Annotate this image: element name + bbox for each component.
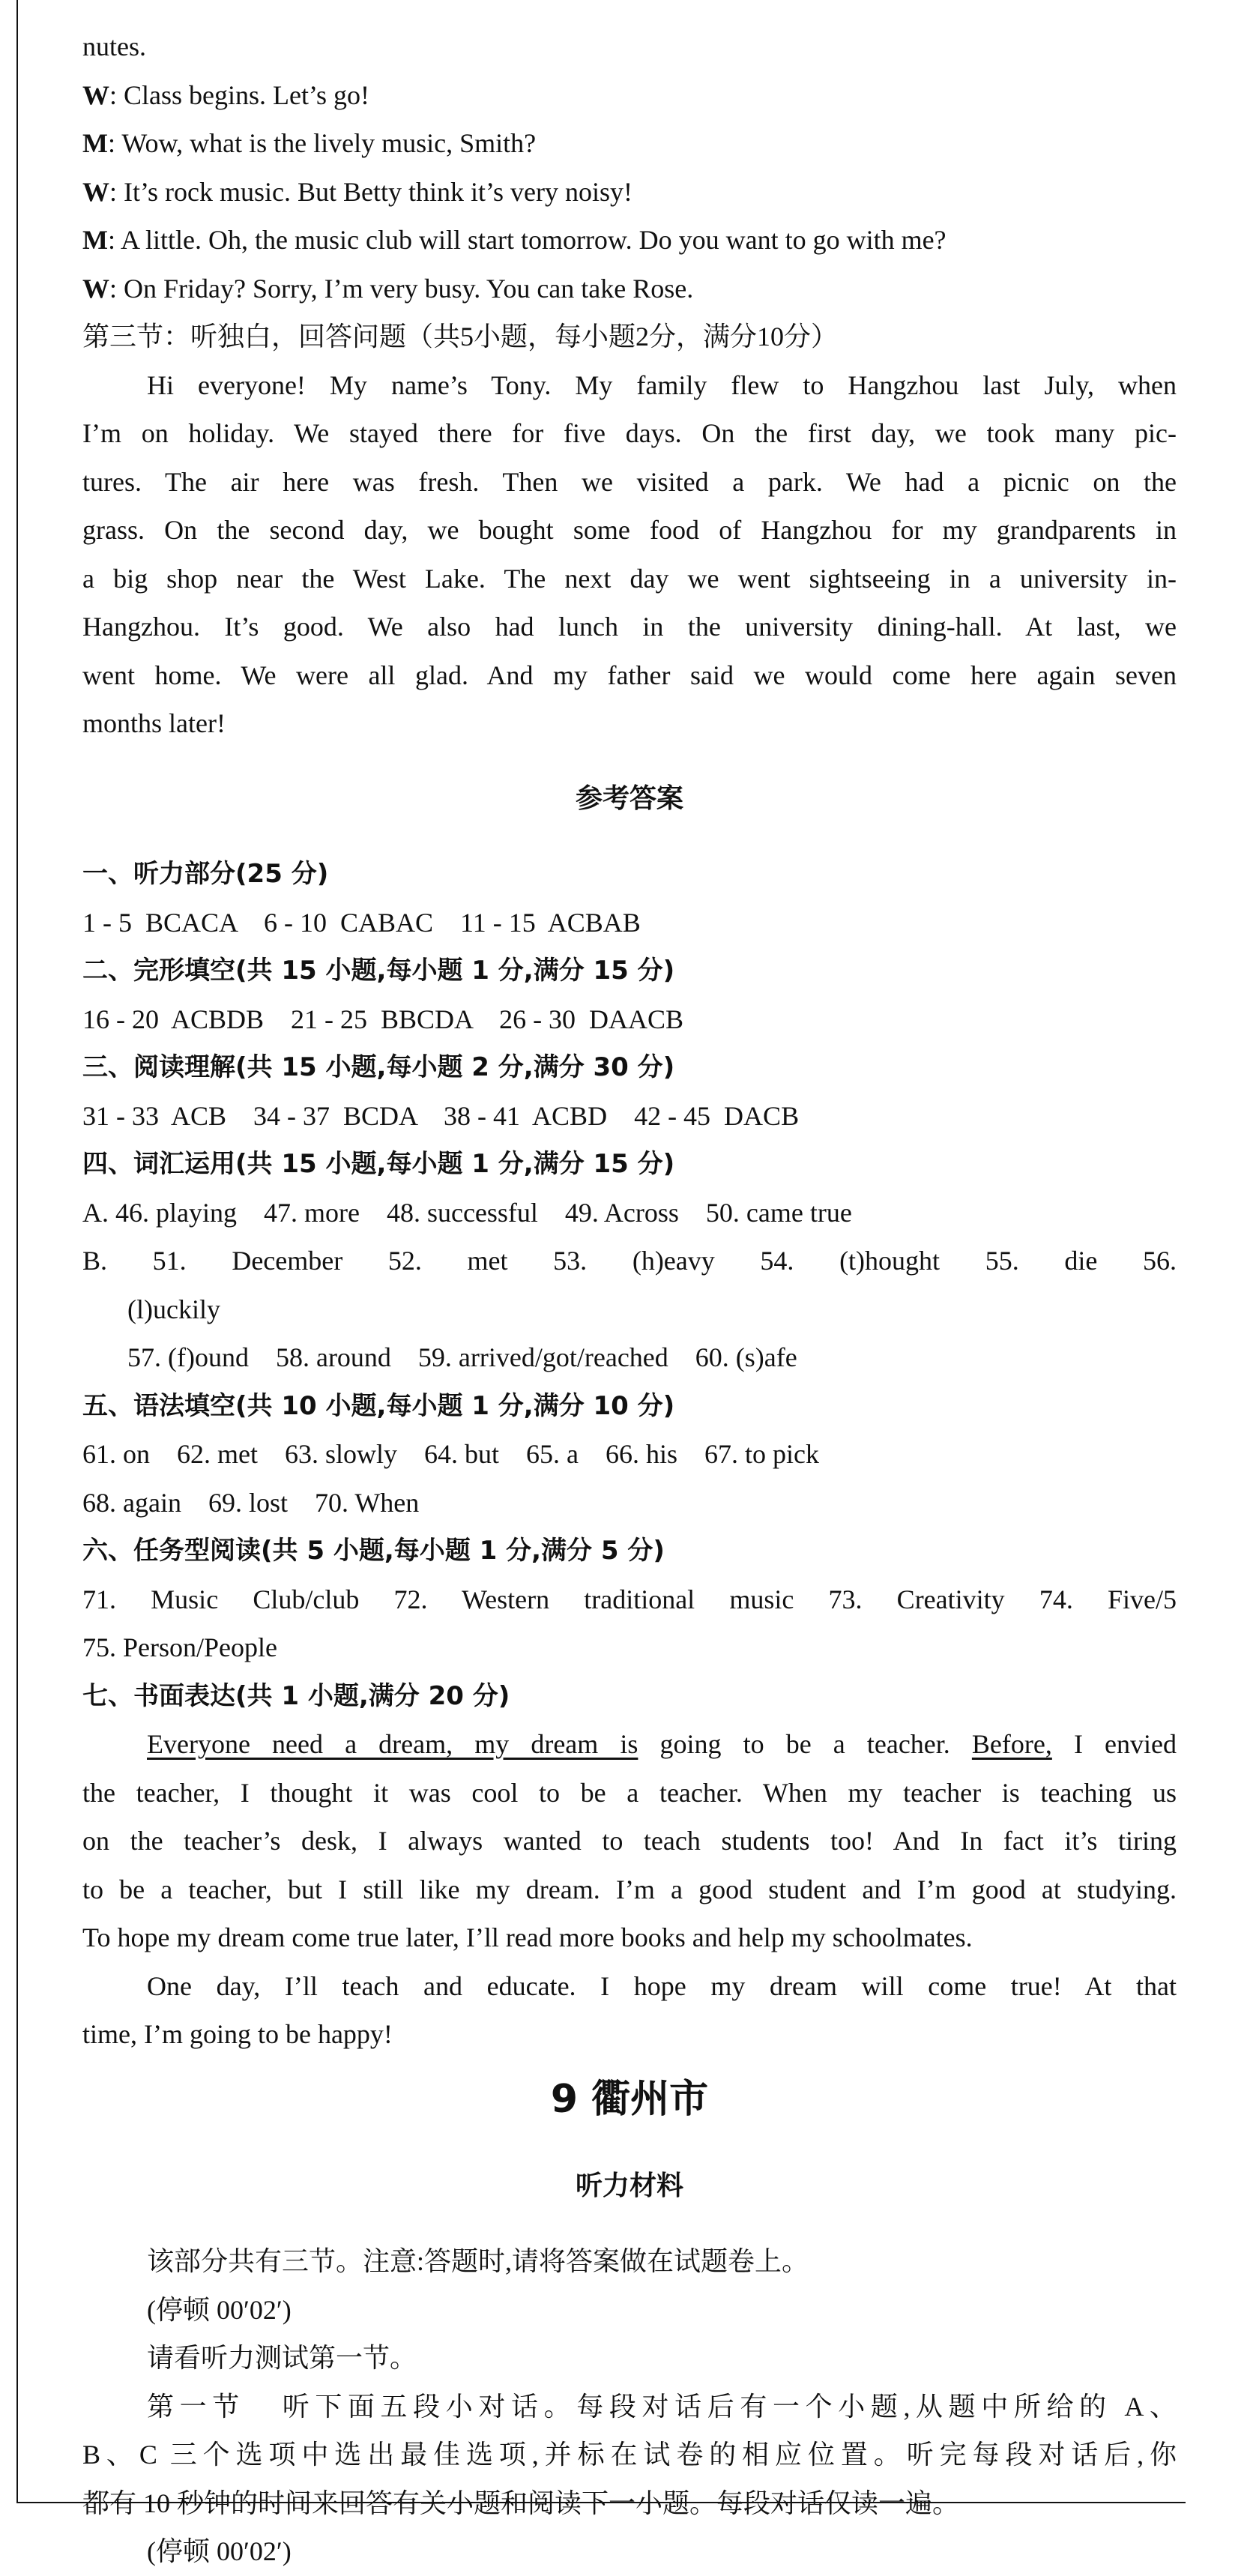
answer-section-heading: 七、书面表达(共 1 小题,满分 20 分) xyxy=(82,1680,510,1711)
intro-line: 该部分共有三节。注意:答题时,请将答案做在试题卷上。 xyxy=(147,2246,809,2276)
colon: : xyxy=(109,79,118,110)
answer-line: 31 - 33 ACB 34 - 37 BCDA 38 - 41 ACBD 42 - 45 DACB xyxy=(82,1100,800,1131)
dialogue-text: Class begins. Let’s go! xyxy=(124,79,369,110)
speaker-label: W xyxy=(82,176,109,207)
monologue-line: Hi everyone! My name’s Tony. My family flew to Hangzhou last July, when xyxy=(147,369,1177,400)
speaker-label: W xyxy=(82,79,109,110)
essay-text: I envied xyxy=(1051,1729,1177,1759)
monologue-line: tures. The air here was fresh. Then we visited a park. We had a picnic on the xyxy=(82,466,1177,497)
monologue-line: months later! xyxy=(82,708,226,738)
answers-title: 参考答案 xyxy=(575,782,683,814)
underlined-phrase: Before, xyxy=(971,1729,1052,1759)
answer-section-heading: 三、阅读理解(共 15 小题,每小题 2 分,满分 30 分) xyxy=(82,1052,675,1082)
essay-line: the teacher, I thought it was cool to be a teacher. When my teacher is teaching us xyxy=(82,1777,1177,1808)
essay-line xyxy=(82,1720,1177,1769)
dialogue-text: On Friday? Sorry, I’m very busy. You can take Rose. xyxy=(124,273,694,304)
answer-section-heading: 四、词汇运用(共 15 小题,每小题 1 分,满分 15 分) xyxy=(82,1149,675,1179)
essay-line: time, I’m going to be happy! xyxy=(82,2019,393,2049)
essay-paragraph xyxy=(82,1720,1177,2059)
pause-note: (停顿 00′02′) xyxy=(147,2294,292,2325)
colon: : xyxy=(107,128,115,158)
answers-list xyxy=(82,850,1177,1720)
page-content xyxy=(82,22,1177,2576)
answer-section-heading: 五、语法填空(共 10 小题,每小题 1 分,满分 10 分) xyxy=(82,1390,675,1421)
essay-line: One day, I’ll teach and educate. I hope my dream will come true! At that xyxy=(147,1970,1177,2001)
colon: : xyxy=(107,225,115,255)
monologue-line: went home. We were all glad. And my father said we would come here again seven xyxy=(82,660,1177,690)
pause-note: (停顿 00′02′) xyxy=(147,2536,292,2566)
answer-line: 75. Person/People xyxy=(82,1632,277,1662)
intro-line: 请看听力测试第一节。 xyxy=(147,2343,417,2373)
answer-line: 61. on 62. met 63. slowly 64. but 65. a 66. his 67. to pick xyxy=(82,1439,819,1469)
speaker-label: W xyxy=(82,273,109,304)
answer-section-heading: 六、任务型阅读(共 5 小题,每小题 1 分,满分 5 分) xyxy=(82,1536,665,1566)
dialogue-text: Wow, what is the lively music, Smith? xyxy=(121,128,537,158)
dialogue-line xyxy=(82,168,1177,217)
answer-line: (l)uckily xyxy=(127,1294,220,1324)
essay-text: going to be a teacher. xyxy=(638,1729,972,1759)
section-heading: 第三节：听独白，回答问题（共5小题，每小题2分，满分10分） xyxy=(82,322,839,352)
dialogue xyxy=(82,71,1177,313)
dialogue-line xyxy=(82,71,1177,120)
essay-line: To hope my dream come true later, I’ll read more books and help my schoolmates. xyxy=(82,1922,973,1952)
answer-line: 1 - 5 BCACA 6 - 10 CABAC 11 - 15 ACBAB xyxy=(82,907,641,938)
monologue-line: I’m on holiday. We stayed there for five days. On the first day, we took many pic- xyxy=(82,418,1177,448)
speaker-label: M xyxy=(82,128,108,158)
answer-line: 57. (f)ound 58. around 59. arrived/got/reached 60. (s)afe xyxy=(127,1342,797,1372)
section-subtitle: 听力材料 xyxy=(575,2170,683,2201)
answer-line: 16 - 20 ACBDB 21 - 25 BBCDA 26 - 30 DAACB xyxy=(82,1004,684,1034)
monologue-line: a big shop near the West Lake. The next day we went sightseeing in a university in- xyxy=(82,563,1177,594)
left-margin-rule xyxy=(16,0,18,2503)
instruction-line: 第一节 听下面五段小对话。每段对话后有一个小题,从题中所给的 A、 xyxy=(147,2391,1177,2422)
instruction-line: 都有 10 秒钟的时间来回答有关小题和阅读下一小题。每段对话仅读一遍。 xyxy=(82,2488,960,2518)
answer-section-heading: 一、听力部分(25 分) xyxy=(82,859,329,889)
essay-line: on the teacher’s desk, I always wanted to teach students too! And In fact it’s tiring xyxy=(82,1826,1177,1856)
answer-line: A. 46. playing 47. more 48. successful 49. Across 50. came true xyxy=(82,1197,852,1228)
colon: : xyxy=(109,273,118,304)
dialogue-line xyxy=(82,216,1177,265)
speaker-label: M xyxy=(82,225,108,255)
monologue-paragraph xyxy=(82,361,1177,748)
dialogue-text: A little. Oh, the music club will start tomorrow. Do you want to go with me? xyxy=(121,225,946,255)
instruction-line: B、C 三个选项中选出最佳选项,并标在试卷的相应位置。听完每段对话后,你 xyxy=(82,2440,1177,2470)
answer-section-heading: 二、完形填空(共 15 小题,每小题 1 分,满分 15 分) xyxy=(82,956,675,986)
answer-line: B. 51. December 52. met 53. (h)eavy 54. (t)hought 55. die 56. xyxy=(82,1246,1177,1276)
monologue-line: grass. On the second day, we bought some food of Hangzhou for my grandparents in xyxy=(82,515,1177,545)
underlined-phrase: Everyone need a dream, my dream is xyxy=(147,1729,638,1759)
answer-line: 68. again 69. lost 70. When xyxy=(82,1487,420,1518)
answer-line: 71. Music Club/club 72. Western traditional music 73. Creativity 74. Five/5 xyxy=(82,1584,1177,1614)
dialogue-line xyxy=(82,119,1177,168)
dialogue-text: It’s rock music. But Betty think it’s very noisy! xyxy=(124,176,632,207)
dialogue-line xyxy=(82,265,1177,313)
listening-intro xyxy=(82,2237,1177,2576)
colon: : xyxy=(109,176,118,207)
monologue-line: Hangzhou. It’s good. We also had lunch in the university dining-hall. At last, we xyxy=(82,612,1177,642)
essay-line: to be a teacher, but I still like my dream. I’m a good student and I’m good at studying. xyxy=(82,1874,1177,1904)
text-line: nutes. xyxy=(82,31,146,61)
section-title: 9 衢州市 xyxy=(550,2076,709,2122)
